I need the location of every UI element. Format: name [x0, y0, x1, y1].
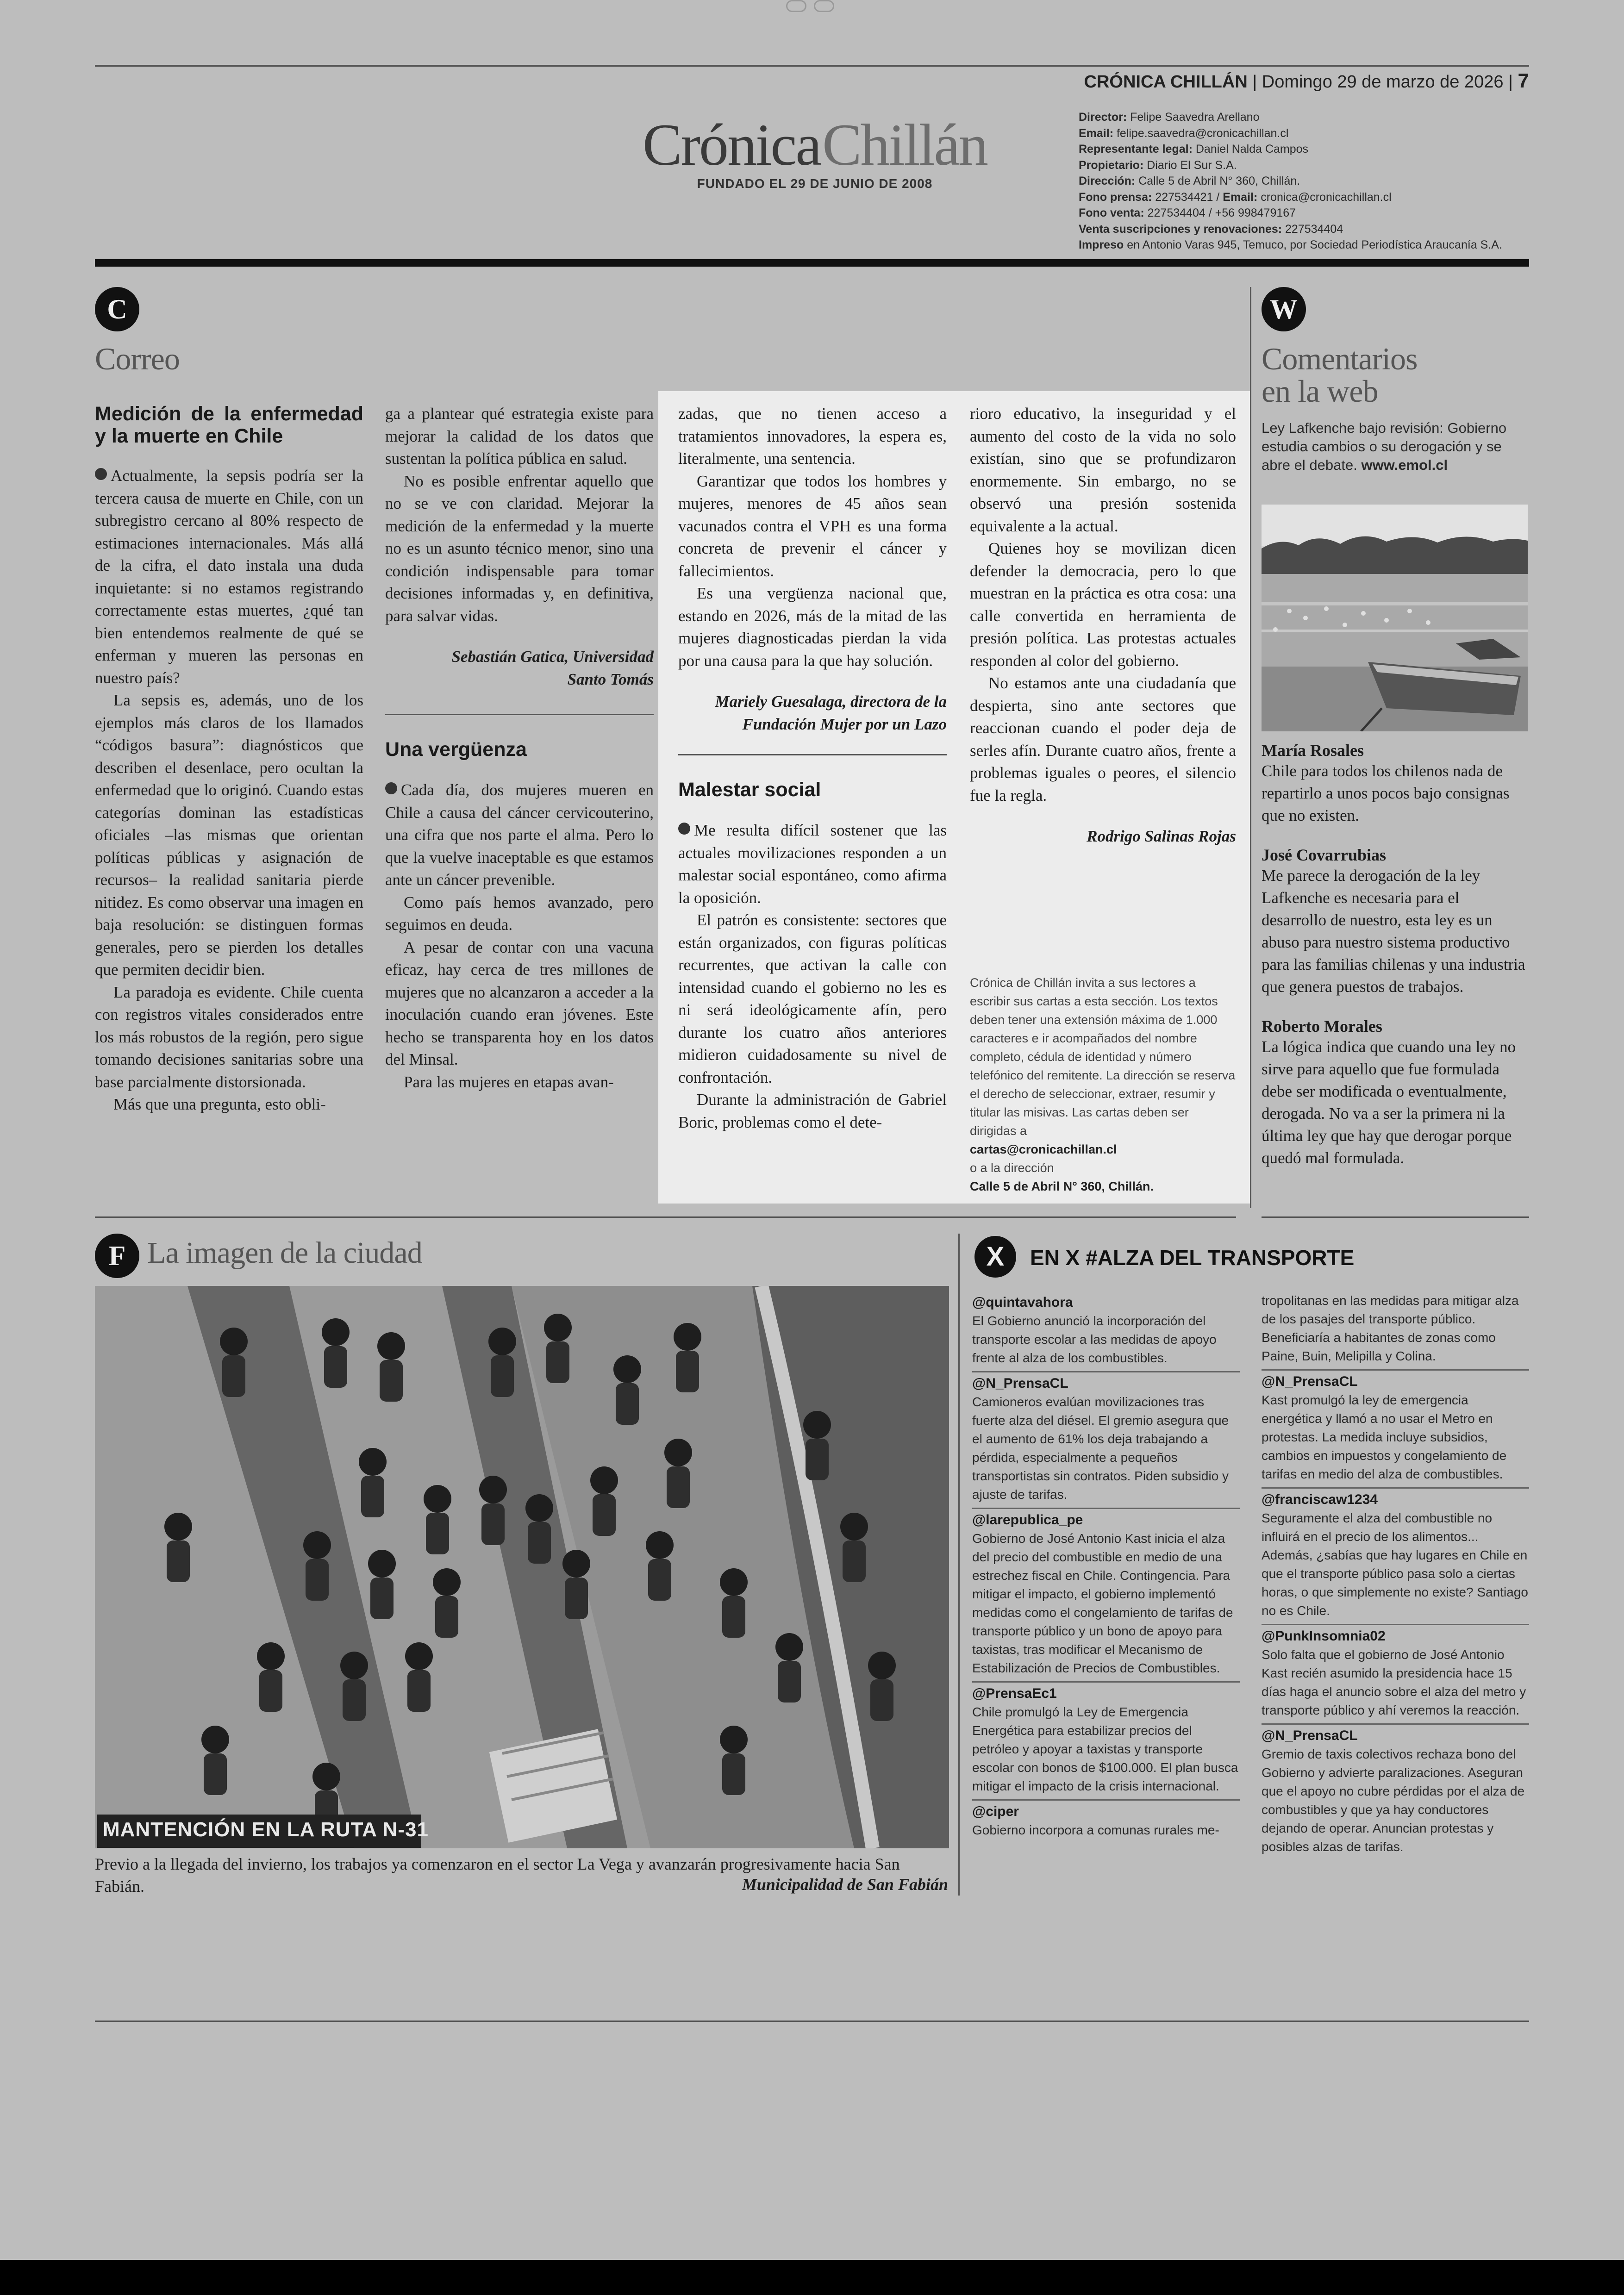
x-feed-column-2: [1262, 1291, 1529, 1856]
bottom-rule: [95, 2021, 1529, 2022]
paragraph: Quienes hoy se movilizan dicen defender la democracia, pero lo que muestran en la práctica es otra cosa: una calle convertida en herramienta de presión política. Las protestas actuales responden al color del gobierno.: [970, 539, 1236, 670]
paragraph: Garantizar que todos los hombres y mujeres, menores de 45 años sean vacunados contra el VPH es una forma concreta de prevenir el cáncer y fallecimientos.: [678, 472, 947, 580]
x-handle[interactable]: @franciscaw1234: [1262, 1487, 1529, 1509]
x-post: [1262, 1369, 1529, 1484]
paragraph: Es una vergüenza nacional que, estando en 2026, más de la mitad de las mujeres diagnosticadas pierdan la vida por una causa para la que hay solución.: [678, 584, 947, 670]
web-lead-text: Ley Lafkenche bajo revisión: Gobierno estudia cambios o su derogación y se abre el debate.: [1262, 420, 1507, 473]
notice-text: Crónica de Chillán invita a sus lectores a escribir sus cartas a esta sección. Los textos deben tener una extensión máxima de 1.000 caracteres e ir acompañados del nombre completo, cédula de identidad y número telefónico del remitente. La dirección se reserva el derecho de seleccionar, extraer, resumir y titular las misivas. Las cartas deben ser dirigidas a: [970, 976, 1236, 1138]
letter1-signature: Sebastián Gatica, Universidad Santo Tomás: [451, 648, 654, 688]
letter3-signature: Rodrigo Salinas Rojas: [1087, 827, 1236, 845]
viewer-bottom-bar: [0, 2260, 1624, 2295]
letter2-signature: Mariely Guesalaga, directora de la Fundación Mujer por un Lazo: [715, 692, 947, 733]
comment-text: Me parece la derogación de la ley Lafkenche es necesaria para el desarrollo de nuestro, esta ley es un abuso para nuestro sistema productivo para las familias chilenas y una industria que genera puestos de trabajos.: [1262, 867, 1525, 996]
web-comments: [1262, 741, 1528, 1169]
staff-line: Propietario: Diario El Sur S.A.: [1079, 158, 1237, 172]
staff-line: Fono prensa: 227534421 / Email: cronica@cronicachillan.cl: [1079, 190, 1392, 204]
paragraph: Durante la administración de Gabriel Boric, problemas como el dete-: [678, 1091, 947, 1131]
commenter-name: María Rosales: [1262, 741, 1364, 760]
comment-text: La lógica indica que cuando una ley no sirve para aquello que fue formulada debe ser modificada o eventualmente, derogada. No va a ser la primera ni la última ley que hay que derogar porque quedó mal formulada.: [1262, 1038, 1516, 1167]
folio-page-number: 7: [1518, 69, 1529, 92]
next-page-icon[interactable]: [814, 0, 834, 12]
web-title-line2: en la web: [1262, 374, 1378, 409]
x-handle[interactable]: @N_PrensaCL: [1262, 1369, 1529, 1391]
paragraph: No es posible enfrentar aquello que no se ve con claridad. Mejorar la medición de la enfermedad y la muerte no es un asunto técnico menor, sino una condición indispensable para tomar decisiones informadas y, en definitiva, para salvar vidas.: [385, 472, 654, 625]
web-comment: [1262, 845, 1528, 998]
x-post-text: Solo falta que el gobierno de José Antonio Kast recién asumido la presidencia hace 15 días haga el anuncio sobre el alza del metro y transporte público y ahí veremos la reacción.: [1262, 1647, 1526, 1717]
photo-caption: MANTENCIÓN EN LA RUTA N-31: [103, 1818, 429, 1841]
x-handle[interactable]: @PrensaEc1: [972, 1681, 1240, 1703]
paragraph: Actualmente, la sepsis podría ser la tercera causa de muerte en Chile, con un subregistro cercano al 80% respecto de estimaciones internacionales. Más allá de la cifra, el dato instala una duda inquietante: si no estamos registrando correctamente estas muertes, ¿qué tan bien entendemos realmente de qué se enferman y mueren las personas en nuestro país?: [95, 467, 363, 687]
web-lead-site-link[interactable]: www.emol.cl: [1361, 457, 1448, 473]
x-post: [1262, 1624, 1529, 1720]
section-rule: [1262, 1216, 1529, 1218]
x-post-text: Gobierno de José Antonio Kast inicia el alza del precio del combustible en medio de una estrechez fiscal en Chile. Contingencia. Para mitigar el impacto, el gobierno implementó medidas como el congelamiento de tarifas de transporte público y un bono de apoyo para taxistas, tras modificar el Mecanismo de Estabilización de Precios de Combustibles.: [972, 1531, 1233, 1675]
staff-line: Venta suscripciones y renovaciones: 227534404: [1079, 222, 1343, 236]
notice-email[interactable]: cartas@cronicachillan.cl: [970, 1142, 1117, 1156]
letter1-column-1: [95, 403, 363, 1116]
x-post-continuation: [1262, 1291, 1529, 1366]
staff-line: Representante legal: Daniel Nalda Campos: [1079, 143, 1309, 156]
x-post: [1262, 1723, 1529, 1856]
x-post: [972, 1799, 1240, 1840]
letters-notice: [970, 973, 1236, 1196]
web-lead: [1262, 419, 1528, 474]
paragraph: Para las mujeres en etapas avan-: [404, 1073, 614, 1091]
paragraph: La paradoja es evidente. Chile cuenta con registros vitales considerados entre los más robustos de la región, pero sigue tomando decisiones sanitarias sobre una base parcialmente distorsionada.: [95, 983, 363, 1091]
commenter-name: José Covarrubias: [1262, 846, 1386, 864]
x-post-text: Gobierno incorpora a comunas rurales me-: [972, 1823, 1219, 1837]
correo-badge: C: [95, 287, 139, 331]
paragraph: No estamos ante una ciudadanía que despierta, sino ante sectores que reaccionan cuando el poder deja de serles afín. Durante cuatro años, frente a problemas iguales o peores, el silencio fue la regla.: [970, 674, 1236, 804]
founded-date: FUNDADO EL 29 DE JUNIO DE 2008: [697, 176, 933, 191]
lake-photo-illustration: [1262, 505, 1528, 731]
paragraph: zadas, que no tienen acceso a tratamientos innovadores, la espera es, literalmente, una sentencia.: [678, 405, 947, 468]
x-handle[interactable]: @N_PrensaCL: [1262, 1723, 1529, 1745]
page-nav-indicator[interactable]: [782, 0, 843, 13]
paragraph: Me resulta difícil sostener que las actuales movilizaciones responden a un malestar social espontáneo, como afirma la oposición.: [678, 821, 947, 907]
web-title: [1262, 343, 1418, 407]
bullet-dot-icon: [678, 823, 690, 835]
paragraph: Como país hemos avanzado, pero seguimos en deuda.: [385, 893, 654, 934]
staff-line: Fono venta: 227534404 / +56 998479167: [1079, 206, 1296, 219]
x-feed-title: EN X #ALZA DEL TRANSPORTE: [1030, 1246, 1355, 1270]
paragraph: La sepsis es, además, uno de los ejemplos más claros de los llamados “códigos basura”: diagnósticos que describen el desenlace, pero ocultan la enfermedad que lo originó. Cuando estas categorías dominan las estadísticas oficiales –las mismas que orientan políticas públicas y asignación de recursos– la realidad sanitaria pierde nitidez. Es como observar una imagen en baja resolución: se distinguen formas generales, pero se pierden los detalles que permiten decidir bien.: [95, 691, 363, 979]
paragraph: ga a plantear qué estrategia existe para mejorar la calidad de los datos que sustentan la política pública en salud.: [385, 405, 654, 468]
web-vertical-rule: [1250, 287, 1251, 1208]
prev-page-icon[interactable]: [786, 0, 806, 12]
x-handle[interactable]: @larepublica_pe: [972, 1508, 1240, 1529]
bullet-dot-icon: [385, 782, 397, 794]
folio: [1084, 69, 1529, 93]
folio-paper: CRÓNICA CHILLÁN: [1084, 72, 1248, 92]
web-title-line1: Comentarios: [1262, 341, 1418, 376]
masthead-thick-rule: [95, 259, 1529, 267]
top-rule: [95, 65, 1529, 67]
paragraph: El patrón es consistente: sectores que están organizados, con figuras políticas recurrentes, que activan la calle con intensidad cuando el gobierno no les es ni será ideológicamente afín, pero durante los cuatro años anteriores midieron cuidadosamente su nivel de confrontación.: [678, 911, 947, 1086]
paragraph: Más que una pregunta, esto obli-: [113, 1095, 326, 1113]
city-image-badge: F: [95, 1234, 139, 1278]
x-post-text: Seguramente el alza del combustible no influirá en el precio de los alimentos... Además, ¿sabías que hay lugares en Chile en que el transporte público pasa solo a ciertas horas, o que simplemente no existe? Santiago no es Chile.: [1262, 1511, 1528, 1618]
staff-line: Director: Felipe Saavedra Arellano: [1079, 111, 1260, 124]
staff-box: [1079, 109, 1546, 253]
newspaper-logo: [630, 111, 1000, 191]
commenter-name: Roberto Morales: [1262, 1017, 1382, 1035]
comment-text: Chile para todos los chilenos nada de repartirlo a unos pocos bajo consignas que no existen.: [1262, 762, 1510, 824]
staff-line: Dirección: Calle 5 de Abril N° 360, Chillán.: [1079, 175, 1300, 187]
x-vertical-rule: [958, 1234, 960, 1896]
x-handle[interactable]: @PunkInsomnia02: [1262, 1624, 1529, 1646]
x-post-text: Chile promulgó la Ley de Emergencia Energética para estabilizar precios del petróleo y apoyar a taxistas y transporte escolar con bonos de $100.000. El plan busca mitigar el impacto de la crisis internacional.: [972, 1705, 1238, 1793]
letter-divider: [678, 754, 947, 755]
city-image-title: La imagen de la ciudad: [147, 1236, 422, 1270]
web-comment: [1262, 1017, 1528, 1169]
staff-line: Impreso en Antonio Varas 945, Temuco, por Sociedad Periodística Araucanía S.A.: [1079, 238, 1502, 251]
x-post: [972, 1681, 1240, 1796]
letter-column-2: [385, 403, 654, 1093]
x-handle[interactable]: @ciper: [972, 1799, 1240, 1821]
photo-credit: Municipalidad de San Fabián: [742, 1875, 948, 1894]
section-rule: [95, 1216, 1236, 1218]
web-badge: W: [1262, 287, 1306, 331]
x-post-text: Camioneros evalúan movilizaciones tras fuerte alza del diésel. El gremio asegura que el aumento de 61% los deja trabajando a pérdida, especialmente a pequeños transportistas sin contratos. Piden subsidio y ajuste de tarifas.: [972, 1395, 1229, 1502]
letter-divider: [385, 714, 654, 715]
letter-column-4: [970, 403, 1236, 848]
aerial-crowd-photo: [95, 1286, 949, 1848]
correo-title: Correo: [95, 341, 180, 376]
x-post-text: El Gobierno anunció la incorporación del transporte escolar a las medidas de apoyo frente al alza de los combustibles.: [972, 1314, 1217, 1365]
staff-line: Email: felipe.saavedra@cronicachillan.cl: [1079, 126, 1289, 140]
paragraph: Cada día, dos mujeres mueren en Chile a causa del cáncer cervicouterino, una cifra que nos parte el alma. Pero lo que la vuelve inaceptable es que estamos ante un cáncer prevenible.: [385, 781, 654, 889]
x-handle[interactable]: @N_PrensaCL: [972, 1371, 1240, 1393]
logo-word-chillan: Chillán: [822, 112, 987, 178]
x-post-text: Kast promulgó la ley de emergencia energética y llamó a no usar el Metro en protestas. La medida incluye subsidios, cambios en impuestos y congelamiento de tarifas en medio del alza de combustibles.: [1262, 1393, 1507, 1481]
notice-address: Calle 5 de Abril N° 360, Chillán.: [970, 1179, 1154, 1193]
x-post: [972, 1291, 1240, 1367]
photo-description: Previo a la llegada del invierno, los trabajos ya comenzaron en el sector La Vega y avanzarán progresivamente hacia San Fabián.: [95, 1855, 900, 1896]
aerial-crowd-illustration: [95, 1286, 949, 1848]
paragraph: A pesar de contar con una vacuna eficaz, hay cerca de tres millones de mujeres que no alcanzaron a acceder a la inoculación cuando eran jóvenes. Este hecho se transparenta hoy en los datos del Minsal.: [385, 938, 654, 1068]
letter-column-3: [678, 403, 947, 1134]
x-post-text: Gremio de taxis colectivos rechaza bono del Gobierno y advierte paralizaciones. Aseguran que el apoyo no cubre pérdidas por el alza de combustibles y que ya hay conductores dejando de operar. Anuncian protestas y posibles alzas de tarifas.: [1262, 1747, 1525, 1854]
lake-photo: [1262, 505, 1528, 731]
x-post: [1262, 1487, 1529, 1620]
web-comment: [1262, 741, 1528, 827]
letter2-headline: Una vergüenza: [385, 738, 527, 761]
x-post: [972, 1508, 1240, 1678]
letter3-headline: Malestar social: [678, 779, 821, 801]
notice-or: o a la dirección: [970, 1161, 1054, 1175]
logo-word-cronica: Crónica: [642, 112, 821, 178]
paragraph: rioro educativo, la inseguridad y el aumento del costo de la vida no solo existían, sino que se profundizaron enormemente. Sin embargo, no se observó una presión sostenida equivalente a la actual.: [970, 405, 1236, 535]
x-badge: X: [974, 1236, 1016, 1278]
x-feed-column-1: [972, 1291, 1240, 1840]
bullet-dot-icon: [95, 468, 107, 480]
letter1-headline: Medición de la enfermedad y la muerte en Chile: [95, 403, 363, 447]
folio-date: | Domingo 29 de marzo de 2026 |: [1247, 72, 1518, 92]
x-handle[interactable]: @quintavahora: [972, 1295, 1073, 1310]
x-post-text: tropolitanas en las medidas para mitigar alza de los pasajes del transporte público. Beneficiaría a habitantes de zonas como Paine, Buin, Melipilla y Colina.: [1262, 1293, 1519, 1363]
x-post: [972, 1371, 1240, 1504]
